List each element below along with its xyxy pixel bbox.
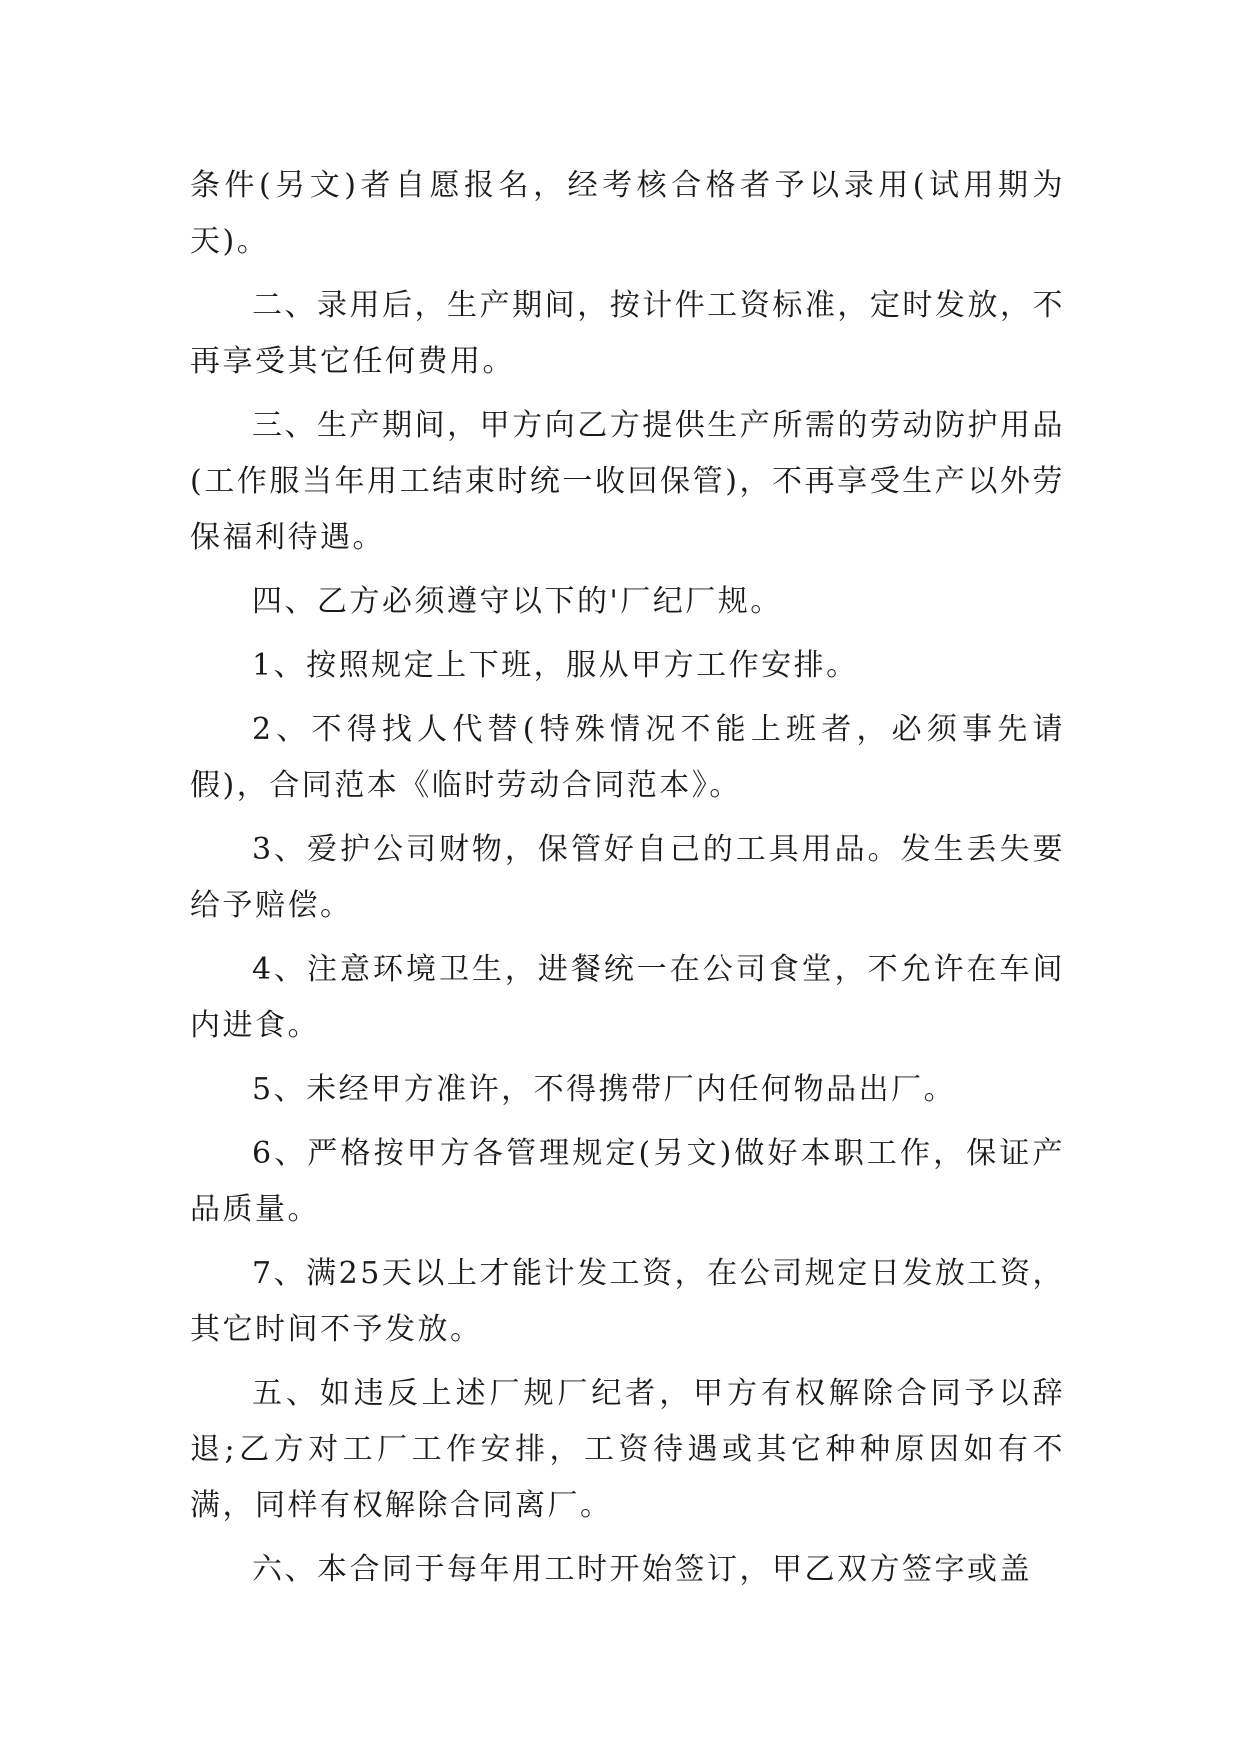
paragraph-rule-1: 1、按照规定上下班，服从甲方工作安排。 bbox=[252, 648, 859, 683]
paragraph-intro-continuation: 条件(另文)者自愿报名，经考核合格者予以录用(试用期为天)。 bbox=[190, 168, 1065, 259]
document-body bbox=[190, 158, 1065, 1606]
paragraph-rule-2: 2、不得找人代替(特殊情况不能上班者，必须事先请假)，合同范本《临时劳动合同范本》。 bbox=[190, 712, 1065, 803]
paragraph-rule-7: 7、满25天以上才能计发工资，在公司规定日发放工资，其它时间不予发放。 bbox=[190, 1256, 1065, 1347]
paragraph-clause-3: 三、生产期间，甲方向乙方提供生产所需的劳动防护用品(工作服当年用工结束时统一收回保管)，不再享受生产以外劳保福利待遇。 bbox=[190, 408, 1065, 555]
paragraph-clause-6: 六、本合同于每年用工时开始签订，甲乙双方签字或盖 bbox=[252, 1552, 1032, 1587]
paragraph-clause-2: 二、录用后，生产期间，按计件工资标准，定时发放，不再享受其它任何费用。 bbox=[190, 288, 1065, 379]
paragraph-clause-4: 四、乙方必须遵守以下的'厂纪厂规。 bbox=[252, 584, 783, 619]
paragraph-clause-5: 五、如违反上述厂规厂纪者，甲方有权解除合同予以辞退;乙方对工厂工作安排，工资待遇或其它种种原因如有不满，同样有权解除合同离厂。 bbox=[190, 1376, 1065, 1523]
paragraph-rule-3: 3、爱护公司财物，保管好自己的工具用品。发生丢失要给予赔偿。 bbox=[190, 832, 1065, 923]
paragraph-rule-6: 6、严格按甲方各管理规定(另文)做好本职工作，保证产品质量。 bbox=[190, 1136, 1065, 1227]
paragraph-rule-4: 4、注意环境卫生，进餐统一在公司食堂，不允许在车间内进食。 bbox=[190, 952, 1065, 1043]
paragraph-rule-5: 5、未经甲方准许，不得携带厂内任何物品出厂。 bbox=[252, 1072, 957, 1107]
